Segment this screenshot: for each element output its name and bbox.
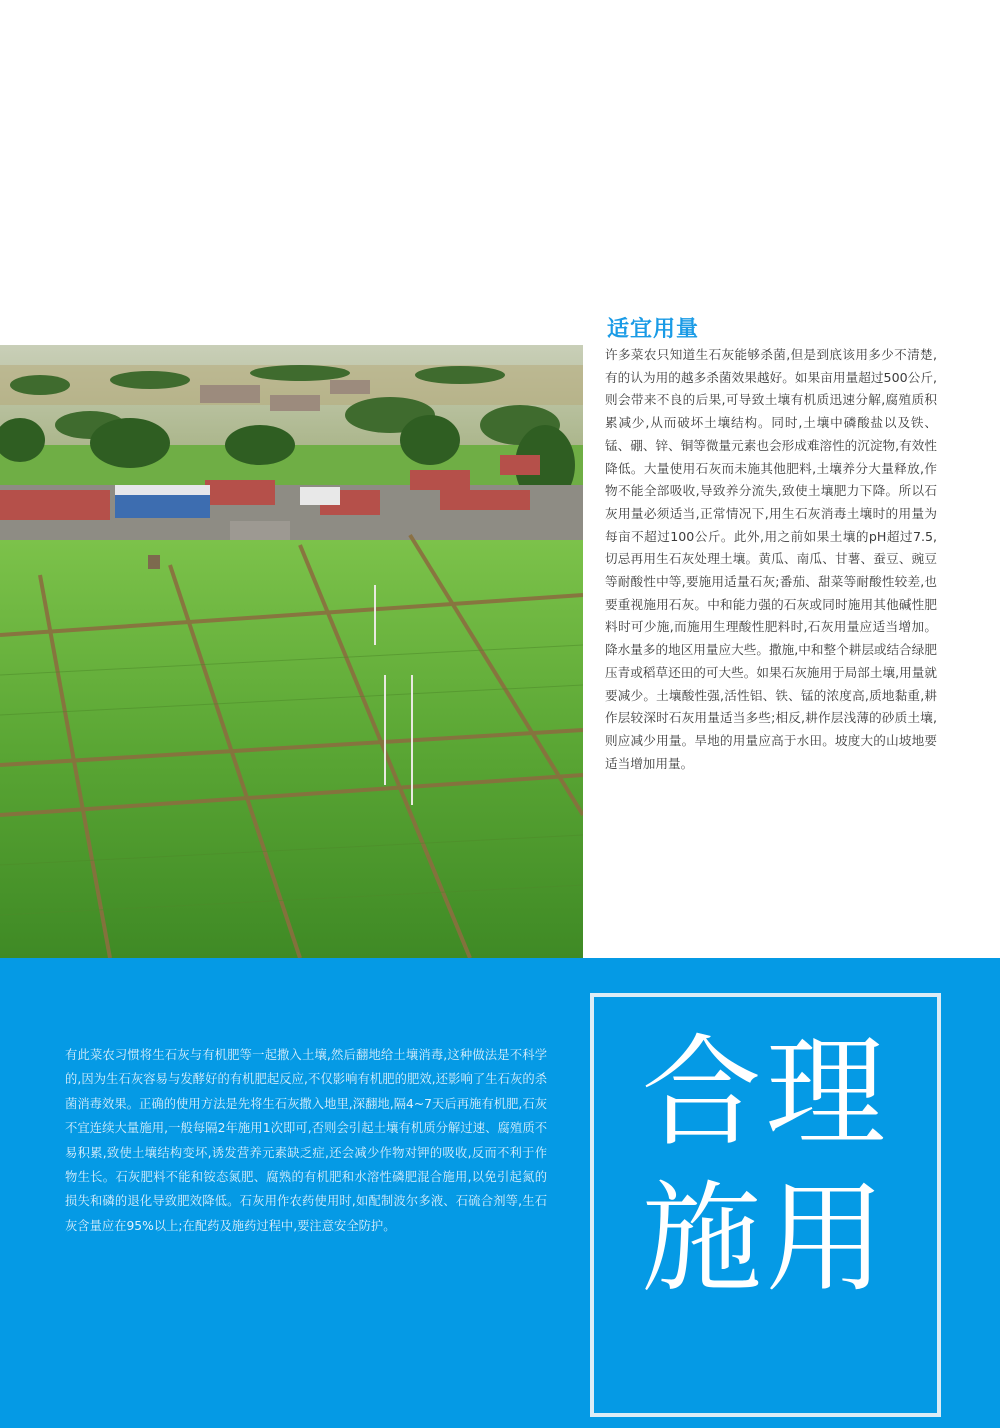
section-body-text: 许多菜农只知道生石灰能够杀菌,但是到底该用多少不清楚,有的认为用的越多杀菌效果越好。如果亩用量超过500公斤,则会带来不良的后果,可导致土壤有机质迅速分解,腐殖质积累减少,从而破坏土壤结构。同时,土壤中磷酸盐以及铁、锰、硼、锌、铜等微量元素也会形成难溶性的沉淀物,有效性降低。大量使用石灰而未施其他肥料,土壤养分大量释放,作物不能全部吸收,导致养分流失,致使土壤肥力下降。所以石灰用量必须适当,正常情况下,用生石灰消毒土壤时的用量为每亩不超过100公斤。此外,用之前如果土壤的pH超过7.5,切忌再用生石灰处理土壤。黄瓜、南瓜、甘薯、蚕豆、豌豆等耐酸性中等,要施用适量石灰;番茄、甜菜等耐酸性较差,也要重视施用石灰。中和能力强的石灰或同时施用其他碱性肥料时可少施,而施用生理酸性肥料时,石灰用量应适当增加。降水量多的地区用量应大些。撒施,中和整个耕层或结合绿肥压青或稻草还田的可大些。如果石灰施用于局部土壤,用量就要减少。土壤酸性强,活性铝、铁、锰的浓度高,质地黏重,耕作层较深时石灰用量适当多些;相反,耕作层浅薄的砂质土壤,则应减少用量。旱地的用量应高于水田。坡度大的山坡地要适当增加用量。 [605,347,937,771]
big-title [594,1021,937,1313]
big-title-line-1: 合理 [641,1024,890,1163]
big-title-line-2: 施用 [641,1170,890,1309]
title-frame [590,993,941,1417]
section-title: 适宜用量 [607,317,700,342]
band-body-text: 有此菜农习惯将生石灰与有机肥等一起撒入土壤,然后翻地给土壤消毒,这种做法是不科学的,因为生石灰容易与发酵好的有机肥起反应,不仅影响有机肥的肥效,还影响了生石灰的杀菌消毒效果。正确的使用方法是先将生石灰撒入地里,深翻地,隔4~7天后再施有机肥,石灰不宜连续大量施用,一般每隔2年施用1次即可,否则会引起土壤有机质分解过速、腐殖质不易积累,致使土壤结构变坏,诱发营养元素缺乏症,还会减少作物对钾的吸收,反而不利于作物生长。石灰肥料不能和铵态氮肥、腐熟的有机肥和水溶性磷肥混合施用,以免引起氮的损失和磷的退化导致肥效降低。石灰用作农药使用时,如配制波尔多液、石硫合剂等,生石灰含量应在95%以上;在配药及施药过程中,要注意安全防护。 [65,1048,547,1233]
aerial-farmland-photo [0,345,583,958]
